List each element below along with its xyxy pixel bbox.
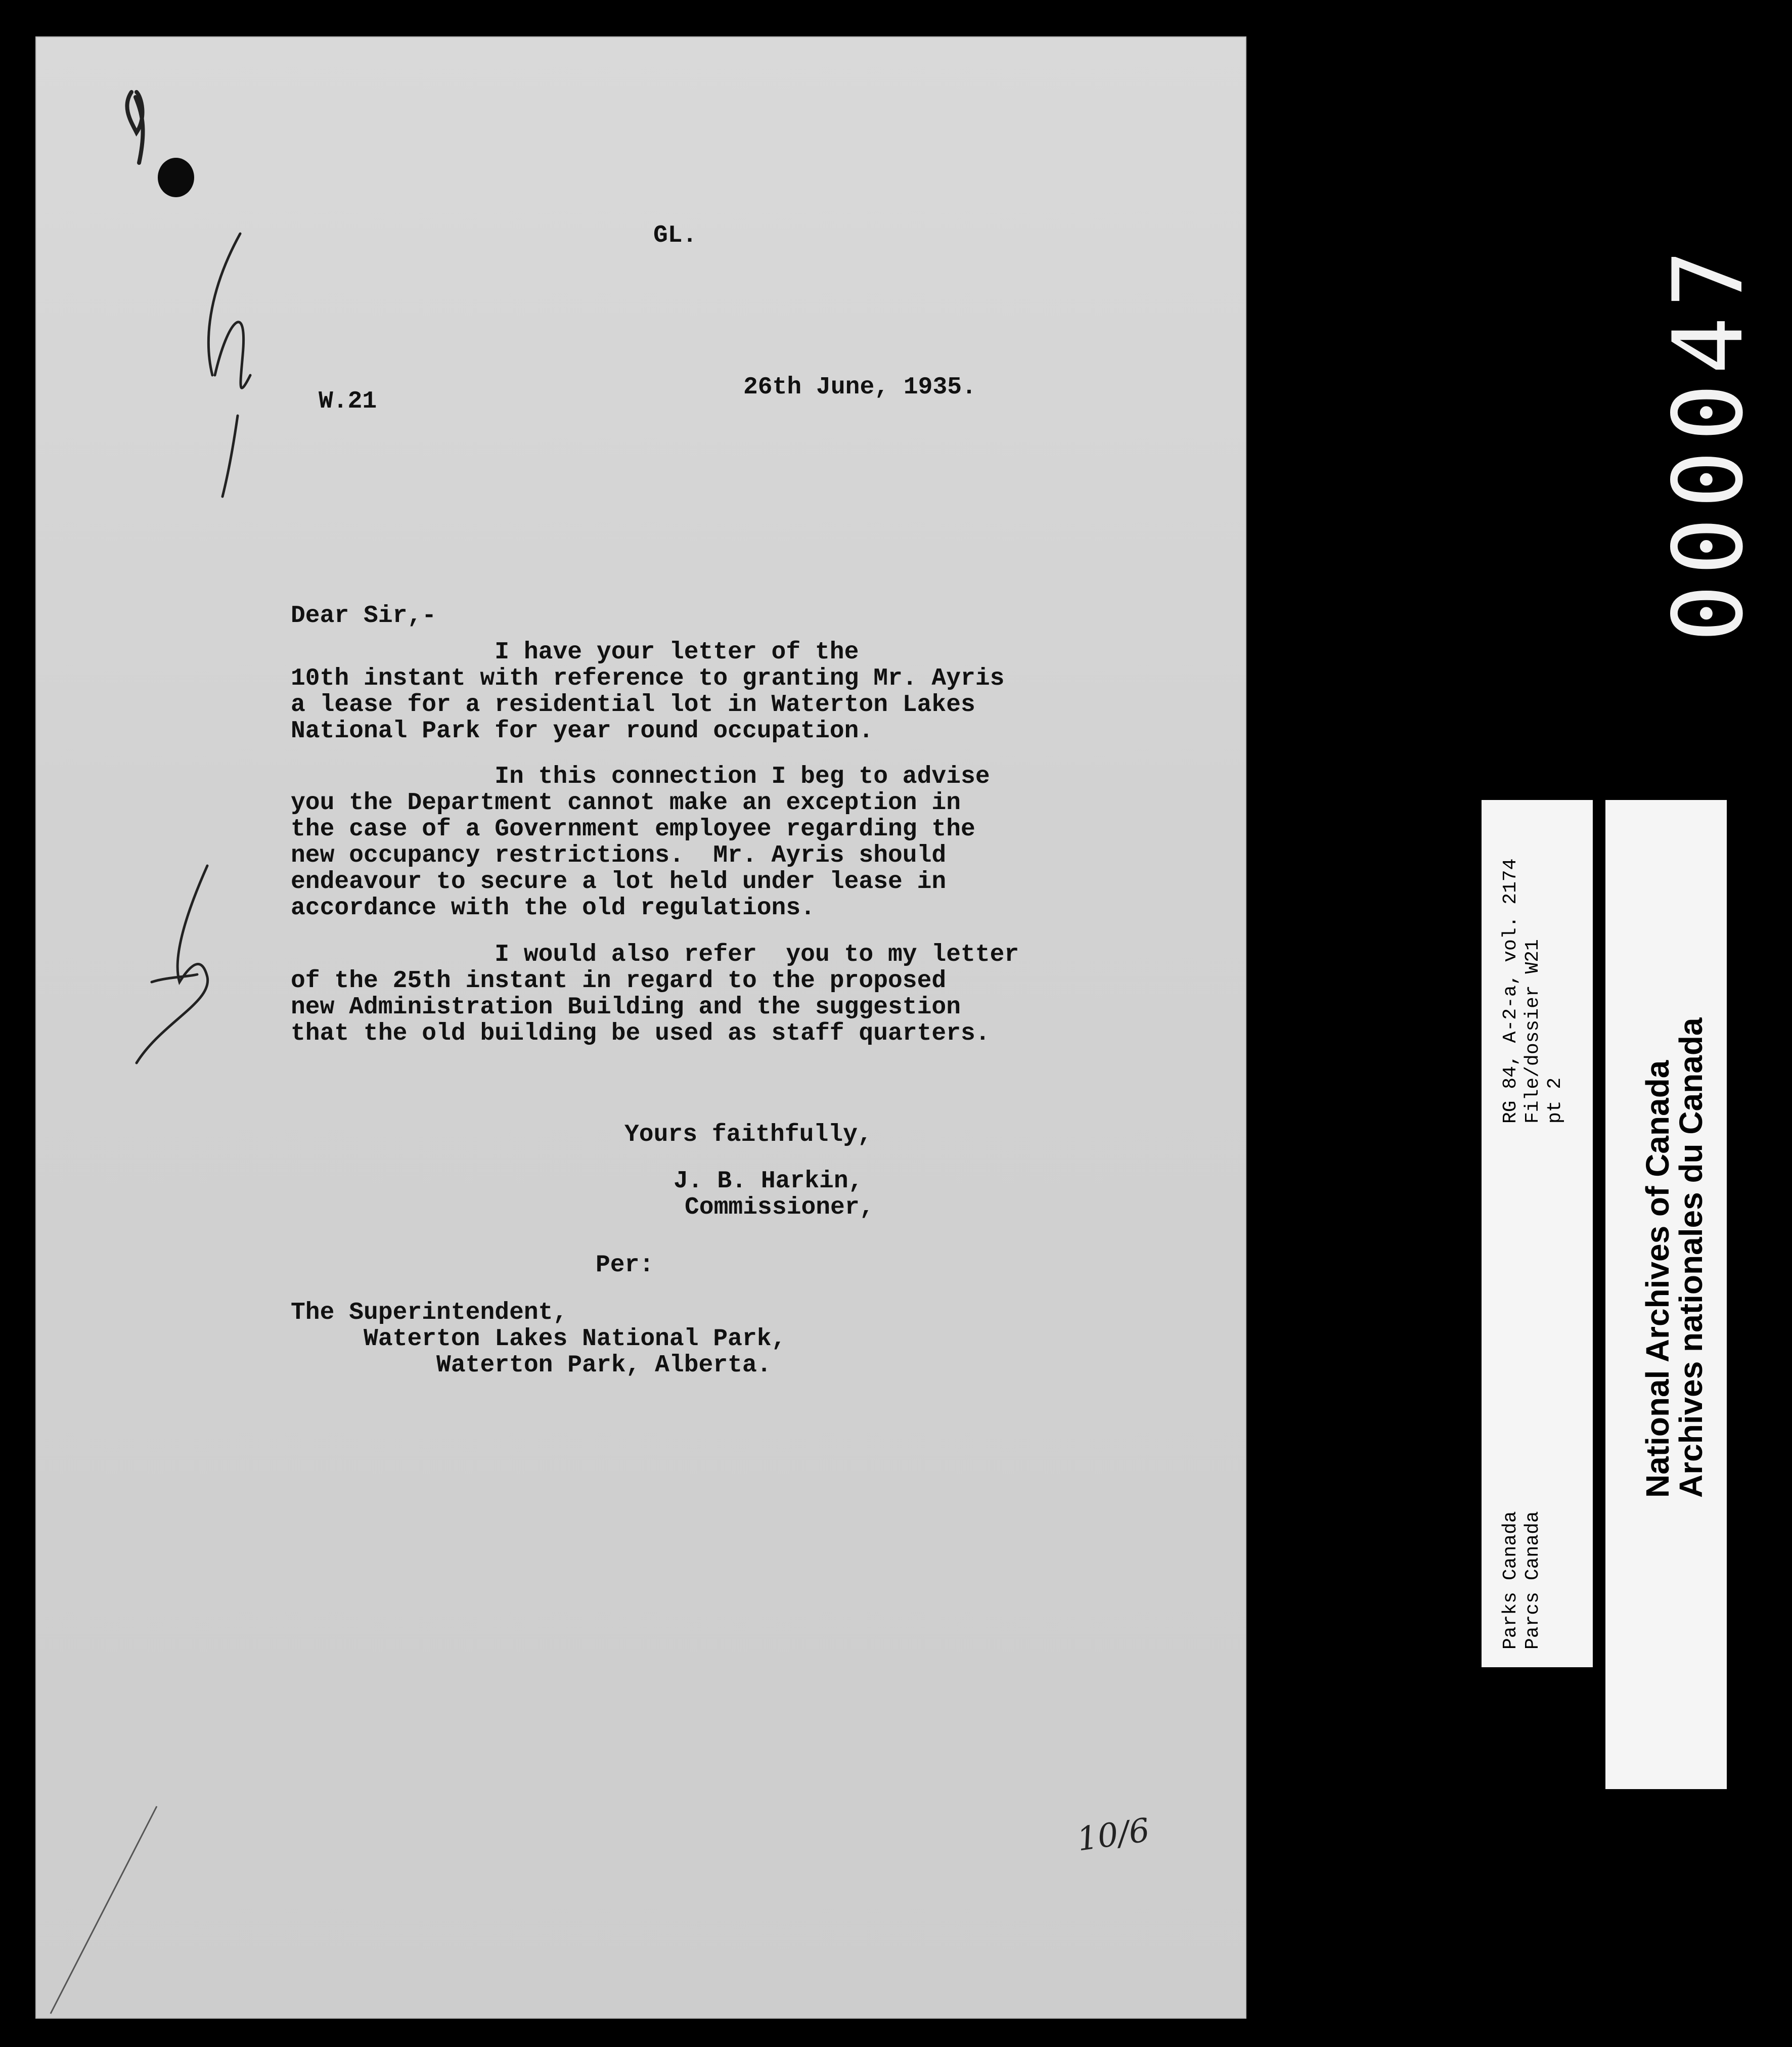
paragraph-line: I have your letter of the	[291, 639, 859, 666]
agency-line: Parcs Canada	[1522, 1511, 1544, 1650]
institution-line: National Archives of Canada	[1639, 1060, 1676, 1498]
per-label: Per:	[596, 1252, 654, 1279]
handwritten-initial-top	[116, 77, 187, 178]
paragraph-line: accordance with the old regulations.	[291, 895, 815, 922]
handwritten-note: 10/6	[1074, 1811, 1152, 1859]
paragraph-2	[291, 764, 990, 921]
paragraph-line: that the old building be used as staff quarters.	[291, 1020, 990, 1047]
paragraph-line: new Administration Building and the suggestion	[291, 994, 961, 1021]
salutation: Dear Sir,-	[291, 602, 437, 630]
reference-line: File/dossier W21	[1522, 939, 1544, 1124]
pencil-stroke	[35, 1801, 167, 2019]
paragraph-line: the case of a Government employee regarding the	[291, 816, 975, 843]
paragraph-line: you the Department cannot make an exception in	[291, 789, 961, 817]
frame-number	[1650, 20, 1764, 642]
paragraph-line: I would also refer you to my letter	[291, 941, 1019, 968]
handwritten-initial-margin-1	[192, 224, 268, 507]
addressee-line: Waterton Park, Alberta.	[291, 1352, 772, 1379]
paragraph-line: of the 25th instant in regard to the proposed	[291, 967, 947, 995]
file-reference: W.21	[319, 388, 377, 415]
letter-page	[35, 36, 1246, 2019]
agency-line: Parks Canada	[1500, 1511, 1521, 1650]
signatory-name: J. B. Harkin,	[674, 1168, 863, 1195]
header-code: GL.	[653, 222, 697, 249]
reference-line: pt 2	[1544, 1077, 1566, 1124]
signatory-title: Commissioner,	[685, 1194, 874, 1221]
institution-label	[1605, 800, 1727, 1789]
reference-label	[1482, 800, 1593, 1667]
addressee-line: Waterton Lakes National Park,	[291, 1325, 786, 1353]
paragraph-line: In this connection I beg to advise	[291, 763, 990, 790]
paragraph-line: new occupancy restrictions. Mr. Ayris should	[291, 842, 947, 869]
paragraph-line: 10th instant with reference to granting Mr. Ayris	[291, 665, 1005, 692]
institution-line: Archives nationales du Canada	[1673, 1017, 1709, 1498]
paragraph-line: National Park for year round occupation.	[291, 718, 874, 745]
paragraph-3	[291, 942, 1019, 1047]
closing: Yours faithfully,	[624, 1121, 872, 1148]
paragraph-line: a lease for a residential lot in Waterton Lakes	[291, 691, 975, 719]
reference-line: RG 84, A-2-a, vol. 2174	[1500, 858, 1521, 1124]
frame-number-text: 000047	[1652, 240, 1764, 642]
paragraph-line: endeavour to secure a lot held under lease in	[291, 868, 947, 896]
letter-date: 26th June, 1935.	[743, 374, 976, 401]
addressee-block	[291, 1300, 786, 1378]
handwritten-initial-margin-2	[131, 856, 243, 1068]
paragraph-1	[291, 639, 1004, 744]
addressee-line: The Superintendent,	[291, 1299, 568, 1326]
